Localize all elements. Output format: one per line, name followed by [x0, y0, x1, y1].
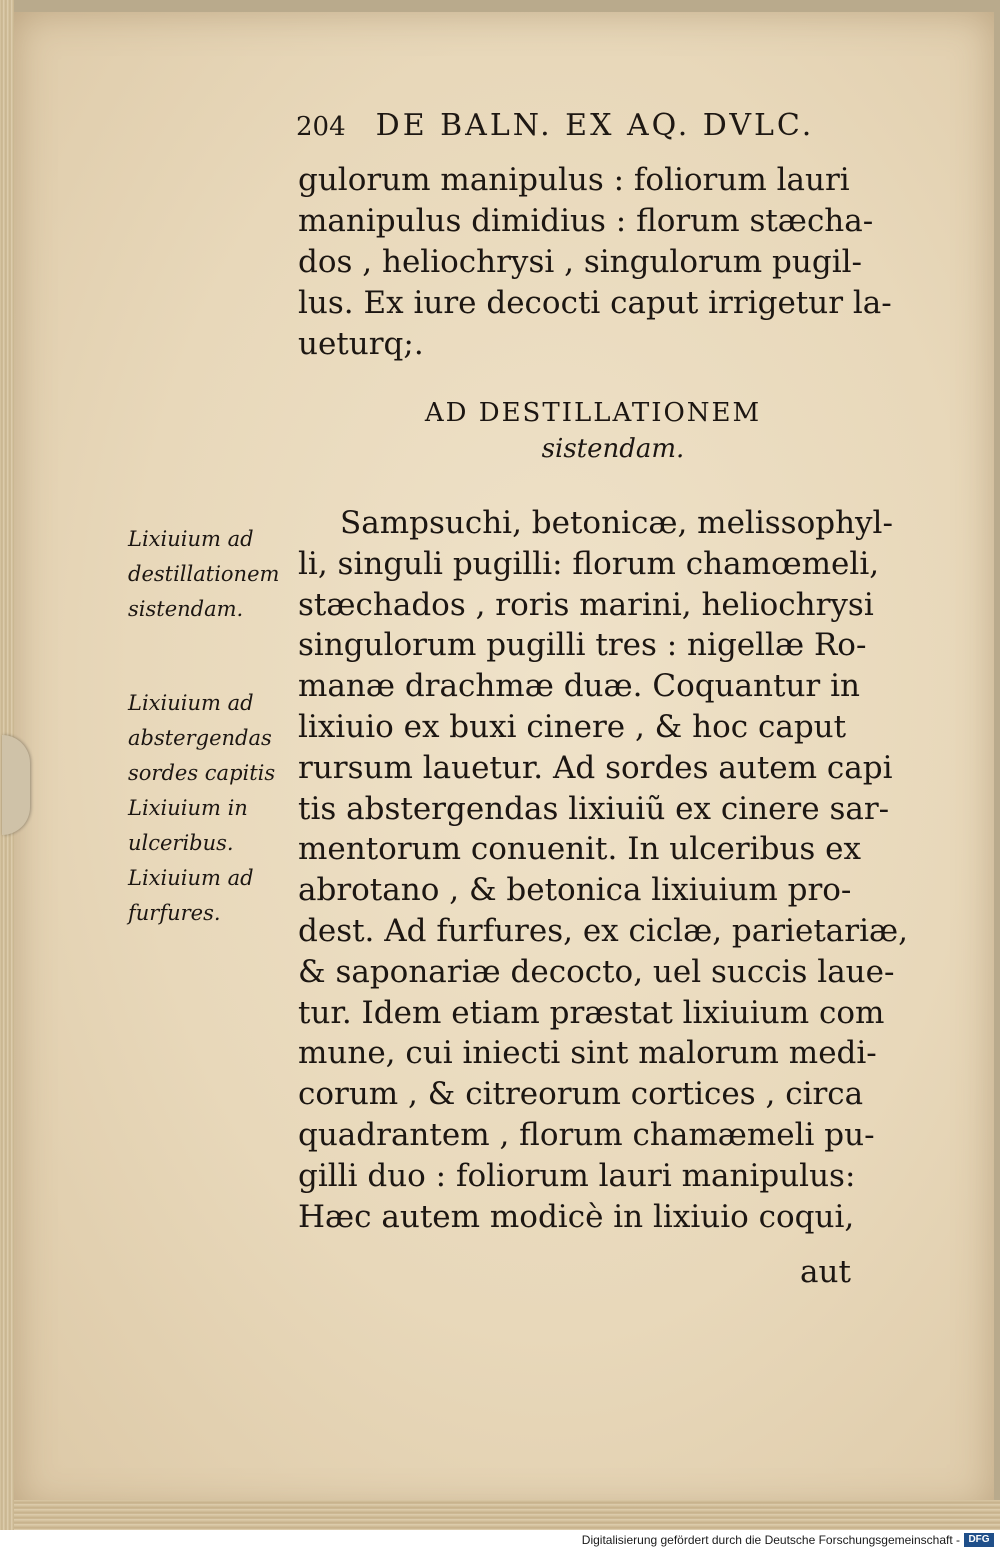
text-line: Sampsuchi, betonicæ, melissophyl-	[340, 505, 893, 541]
marginal-line: ulceribus.	[128, 831, 234, 855]
text-line: singulorum pugilli tres : nigellæ Ro-	[298, 627, 867, 664]
marginal-line: Lixiuium in	[128, 796, 248, 820]
section-paragraph	[298, 503, 908, 1237]
text-line: & saponariæ decocto, uel succis laue-	[298, 953, 895, 990]
text-line: mune, cui iniecti sint malorum medi-	[298, 1035, 877, 1072]
marginal-note	[128, 522, 288, 627]
page-clip	[2, 735, 30, 835]
marginal-note	[128, 686, 288, 931]
top-text-block	[298, 160, 898, 365]
text-line: mentorum conuenit. In ulceribus ex	[298, 831, 861, 868]
text-line: gilli duo : foliorum lauri manipulus:	[298, 1157, 856, 1194]
text-line: ueturq;.	[298, 326, 424, 362]
text-line: dest. Ad furfures, ex ciclæ, parietariæ,	[298, 912, 908, 949]
marginal-line: sordes capitis	[128, 761, 276, 785]
page-bottom-edge	[14, 1500, 1000, 1530]
text-line: gulorum manipulus : foliorum lauri	[298, 162, 850, 198]
marginal-line: abstergendas	[128, 726, 272, 750]
text-line: tis abstergendas lixiuiũ ex cinere sar-	[298, 790, 890, 827]
marginal-line: Lixiuium ad	[128, 527, 254, 551]
marginal-line: furfures.	[128, 901, 221, 925]
section-heading	[298, 398, 888, 464]
section-subtitle: sistendam.	[541, 434, 685, 464]
footer-credit: Digitalisierung gefördert durch die Deutsche Forschungsgemeinschaft -	[581, 1533, 960, 1547]
section-title: AD DESTILLATIONEM	[424, 398, 762, 428]
page-header	[296, 108, 896, 143]
text-line: quadrantem , florum chamæmeli pu-	[298, 1116, 875, 1153]
text-line: tur. Idem etiam præstat lixiuium com	[298, 994, 885, 1031]
running-head: DE BALN. EX AQ. DVLC.	[375, 108, 815, 143]
catchword: aut	[800, 1254, 851, 1290]
text-line: lixiuio ex buxi cinere , & hoc caput	[298, 708, 847, 745]
text-line: manæ drachmæ duæ. Coquantur in	[298, 668, 860, 705]
marginal-line: destillationem	[128, 562, 280, 586]
text-line: manipulus dimidius : florum stæcha-	[298, 203, 874, 239]
text-line: Hæc autem modicè in lixiuio coqui,	[298, 1198, 855, 1235]
marginal-line: Lixiuium ad	[128, 691, 254, 715]
text-line: corum , & citreorum cortices , circa	[298, 1076, 864, 1113]
text-line: lus. Ex iure decocti caput irrigetur la-	[298, 285, 892, 321]
text-line: rursum lauetur. Ad sordes autem capi	[298, 749, 893, 786]
text-line: stæchados , roris marini, heliochrysi	[298, 586, 874, 623]
marginal-line: Lixiuium ad	[128, 866, 254, 890]
page-number: 204	[296, 112, 346, 142]
text-line: abrotano , & betonica lixiuium pro-	[298, 872, 852, 909]
text-line: dos , heliochrysi , singulorum pugil-	[298, 244, 862, 280]
digitization-footer	[0, 1530, 1000, 1551]
text-line: li, singuli pugilli: florum chamœmeli,	[298, 545, 880, 582]
dfg-logo: DFG	[964, 1533, 994, 1547]
marginal-line: sistendam.	[128, 597, 244, 621]
